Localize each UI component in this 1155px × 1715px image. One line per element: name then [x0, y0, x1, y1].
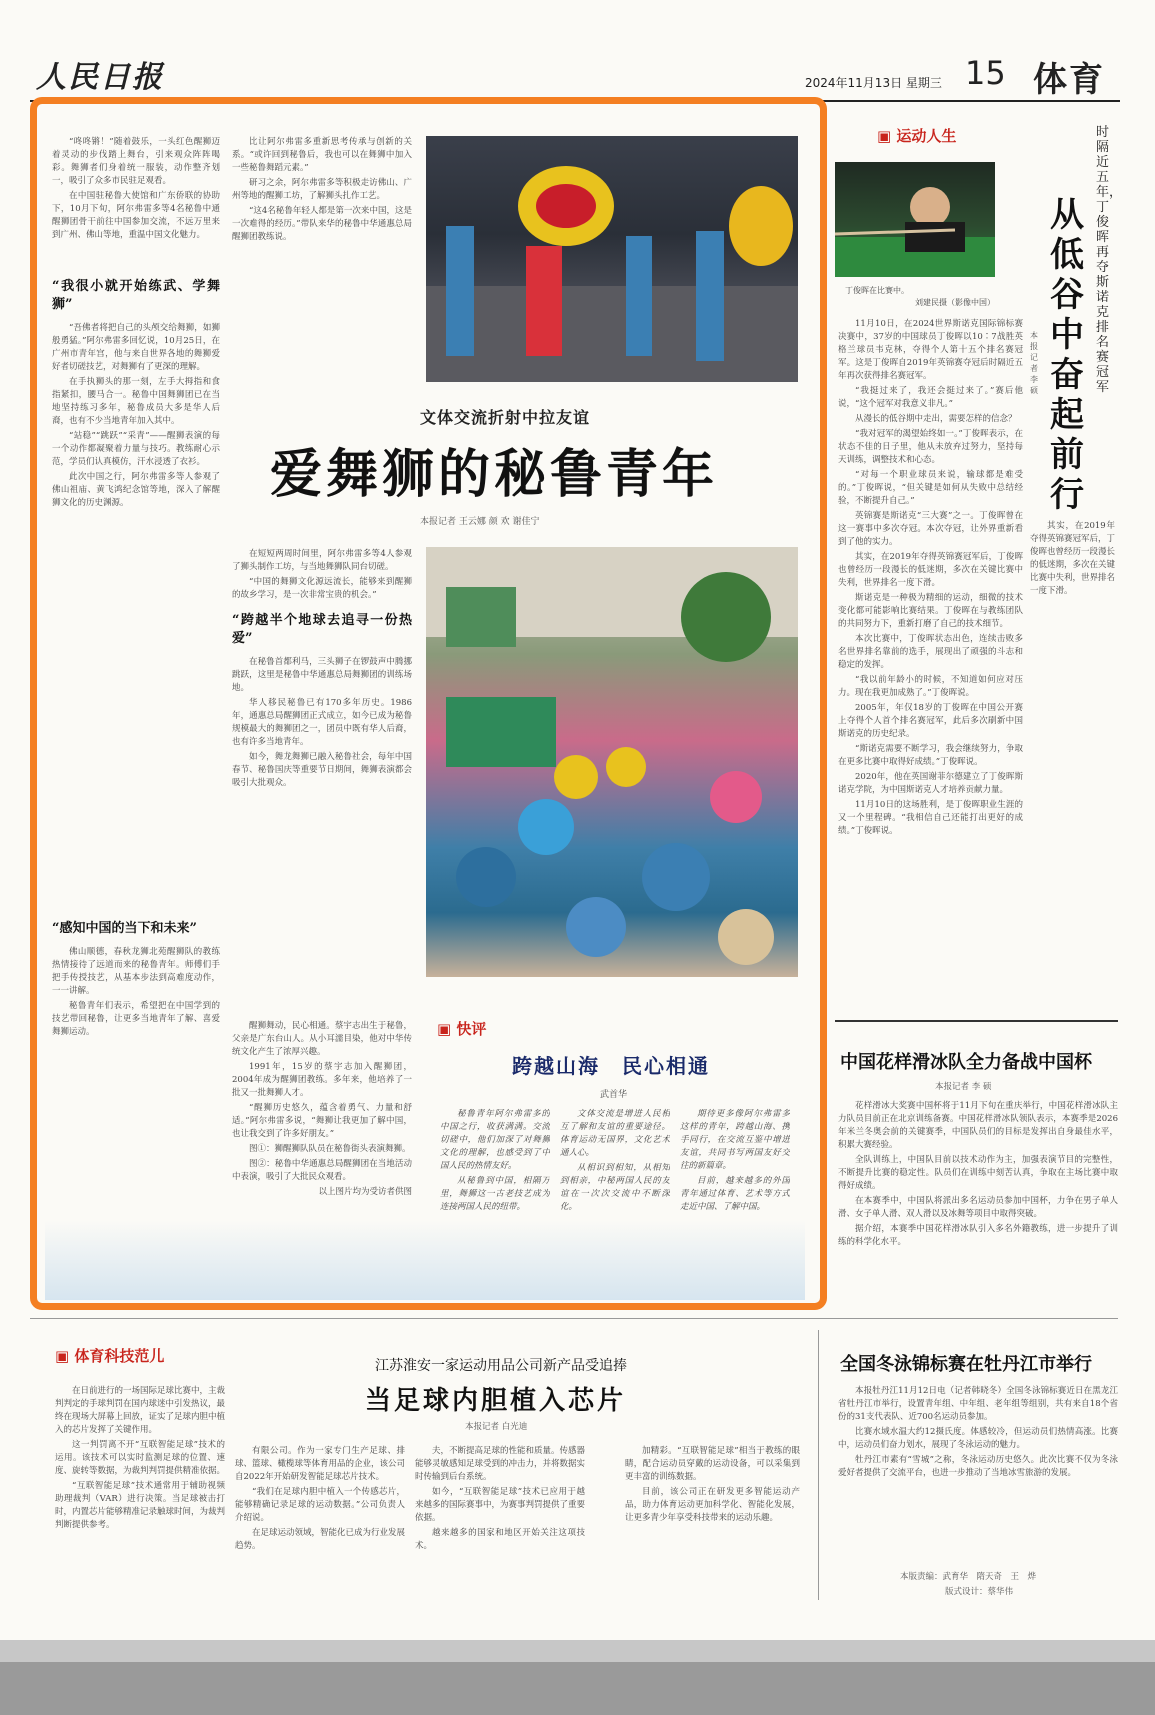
paragraph: 研习之余，阿尔弗雷多等积极走访佛山、广州等地的醒狮工坊，了解狮头扎作工艺。: [232, 178, 412, 201]
snooker-illustration: [835, 162, 995, 277]
paragraph: 夫，不断提高足球的性能和质量。传感器能够灵敏感知足球受到的冲击力，并将数据实时传输到后台系统。: [415, 1446, 585, 1482]
paragraph: 全队训练上，中国队目前以技术动作为主，加强表演节目的完整性，不断提升比赛的稳定性。队员们在训练中刻苦认真，争取在主场比赛中取得好成绩。: [838, 1155, 1118, 1191]
paragraph: 佛山顺德，春秋龙狮北苑醒狮队的教练热情接待了远道而来的秘鲁青年。师傅们手把手传授技艺，从基本步法到高难度动作，一一讲解。: [52, 947, 220, 996]
commentary-label: [437, 1018, 486, 1039]
football-col4: [625, 1445, 800, 1605]
winter-swim-body: [838, 1385, 1118, 1565]
paragraph: 在手执狮头的那一刻，左手大拇指和食指紧扣，腰马合一。秘鲁中国舞狮团已在当地坚持练习多年，秘鲁成员大多是华人后裔，也有不少当地青年加入其中。: [52, 377, 220, 426]
paragraph: 期待更多像阿尔弗雷多这样的青年，跨越山海、携手同行，在交流互鉴中增进友谊，共同书写两国友好交往的新篇章。: [680, 1109, 790, 1171]
paragraph: 在中国驻秘鲁大使馆和广东侨联的协助下，10月下旬，阿尔弗雷多等4名秘鲁中通醒狮团骨干前往中国参加交流，不远万里来到广州、佛山等地，重温中国文化魅力。: [52, 191, 220, 240]
paragraph: 从秘鲁到中国，相隔万里，舞狮这一古老技艺成为连接两国人民的纽带。: [440, 1176, 550, 1212]
football-byline: 本报记者 白光迪: [465, 1422, 528, 1432]
mountain-decoration: [45, 1220, 805, 1300]
lion-col2-top: [232, 136, 412, 386]
snooker-subtitle: 时隔近五年，丁俊晖再夺斯诺克排名赛冠军: [1096, 125, 1123, 395]
lion-headline: 爱舞狮的秘鲁青年: [270, 445, 719, 505]
snooker-body: [838, 318, 1023, 1008]
paragraph: 如今，舞龙舞狮已融入秘鲁社会，每年中国春节、秘鲁国庆等重要节日期间，舞狮表演都会吸引大批观众。: [232, 752, 412, 788]
paragraph: 在秘鲁首都利马，三头狮子在锣鼓声中腾挪跳跃，这里是秘鲁中华通惠总局舞狮团的训练场地。: [232, 657, 412, 693]
page-editors: 本版责编：武育华 隋天奇 王 烨: [900, 1572, 1037, 1582]
paragraph: 秘鲁青年们表示，希望把在中国学到的技艺带回秘鲁，让更多当地青年了解、喜爱舞狮运动。: [52, 1001, 220, 1037]
paragraph: 从相识到相知，从相知到相亲，中秘两国人民的友谊在一次次交流中不断深化。: [560, 1163, 670, 1212]
winter-swim-title: 全国冬泳锦标赛在牡丹江市举行: [840, 1354, 1092, 1375]
caption-text: 丁俊晖在比赛中。: [845, 286, 909, 295]
paragraph: “咚咚锵！”随着鼓乐，一头红色醒狮迈着灵动的步伐踏上舞台，引来观众阵阵喝彩。舞狮者们身着统一服装，动作整齐划一，吸引了众多市民驻足观看。: [52, 137, 220, 186]
paragraph: 越来越多的国家和地区开始关注这项技术。: [415, 1528, 585, 1551]
paragraph: 其实，在2019年夺得英锦赛冠军后，丁俊晖也曾经历一段漫长的低迷期，多次在关键比赛中失利，世界排名一度下滑。: [1030, 521, 1115, 596]
paragraph: 在日前进行的一场国际足球比赛中，主裁判判定的手球判罚在国内球迷中引发热议，最终在现场大屏幕上回放，证实了足球内胆中植入的芯片发挥了关键作用。: [55, 1386, 225, 1435]
commentary-byline: 武首华: [600, 1090, 628, 1100]
paragraph: “斯诺克需要不断学习，我会继续努力，争取在更多比赛中取得好成绩。”丁俊晖说。: [838, 744, 1023, 767]
paragraph: 比让阿尔弗雷多重新思考传承与创新的关系。“或许回到秘鲁后，我也可以在舞狮中加入一些秘鲁舞蹈元素。”: [232, 137, 412, 173]
viewer-bottom-band: [0, 1640, 1155, 1715]
paragraph: 2020年，他在英国谢菲尔德建立了丁俊晖斯诺克学院，为中国斯诺克人才培养贡献力量。: [838, 772, 1023, 795]
snooker-photo: [835, 162, 995, 277]
commentary-title: 跨越山海 民心相通: [512, 1054, 710, 1078]
caption-credit: 刘建民摄（影像中国）: [915, 298, 995, 307]
subhead-2: “跨越半个地球去追寻一份热爱”: [232, 613, 412, 646]
paragraph: “中国的舞狮文化源远流长，能够来到醒狮的故乡学习，是一次非常宝贵的机会。”: [232, 577, 412, 600]
paragraph: 在本赛季中，中国队将派出多名运动员参加中国杯，力争在男子单人滑、女子单人滑、双人滑以及冰舞等项目中取得突破。: [838, 1196, 1118, 1219]
paragraph: 如今，“互联智能足球”技术已应用于越来越多的国际赛事中，为赛事判罚提供了重要依据。: [415, 1487, 585, 1523]
paragraph: 文体交流是增进人民相互了解和友谊的重要途径。体育运动无国界，文化艺术通人心。: [560, 1109, 670, 1158]
sport-life-icon: ▣: [877, 127, 892, 145]
column-divider: [818, 1330, 819, 1600]
football-headline: 当足球内胆植入芯片: [365, 1386, 627, 1416]
paragraph: 斯诺克是一种极为精细的运动，细微的技术变化都可能影响比赛结果。丁俊晖在与教练团队的共同努力下，重新打磨了自己的技术细节。: [838, 593, 1023, 629]
crowd-illustration: [426, 547, 798, 977]
tech-label-text: 体育科技范儿: [74, 1347, 165, 1365]
commentary-label-text: 快评: [456, 1020, 487, 1038]
paragraph: 牡丹江市素有“雪城”之称，冬泳运动历史悠久。此次比赛不仅为冬泳爱好者提供了交流平台，也进一步推动了当地冰雪旅游的发展。: [838, 1455, 1118, 1478]
sport-life-label: [877, 125, 956, 146]
paragraph: “我挺过来了，我还会挺过来了。”赛后他说，“这个冠军对我意义非凡。”: [838, 386, 1023, 409]
paragraph: “我对冠军的渴望始终如一。”丁俊晖表示，在状态不佳的日子里，他从未放弃过努力，坚持每天训练，调整技术和心态。: [838, 429, 1023, 465]
paragraph: 在短短两周时间里，阿尔弗雷多等4人参观了狮头制作工坊，与当地舞狮队同台切磋。: [232, 549, 412, 572]
lion-byline: 本报记者 王云娜 颜 欢 谢佳宁: [420, 517, 540, 527]
paragraph: 本报牡丹江11月12日电（记者韩晓冬）全国冬泳锦标赛近日在黑龙江省牡丹江市举行，设置青年组、中年组、老年组等组别，共有来自18个省份的31支代表队、近700名运动员参加。: [838, 1386, 1118, 1422]
paragraph: “我以前年龄小的时候，不知道如何应对压力。现在我更加成熟了。”丁俊晖说。: [838, 675, 1023, 698]
masthead: [30, 52, 1120, 102]
commentary-icon: ▣: [437, 1020, 452, 1038]
subhead-1: “我很小就开始练武、学舞狮”: [52, 279, 220, 312]
paragraph: 1991年，15岁的蔡宇志加入醒狮团，2004年成为醒狮团教练。多年来，他培养了一批又一批舞狮人才。: [232, 1062, 412, 1098]
divider: [30, 1318, 1118, 1319]
paragraph: 此次中国之行，阿尔弗雷多等人参观了佛山祖庙、黄飞鸿纪念馆等地，深入了解醒狮文化的历史渊源。: [52, 472, 220, 508]
paragraph: “互联智能足球”技术通常用于辅助视频助理裁判（VAR）进行决策。当足球被击打时，内置芯片能够精准记录触球时间，为裁判判断提供参考。: [55, 1481, 225, 1530]
paragraph: “对每一个职业球员来说，输球都是难受的。”丁俊晖说，“但关键是如何从失败中总结经验，不断提升自己。”: [838, 470, 1023, 506]
photo-caption: 图②：秘鲁中华通惠总局醒狮团在当地活动中表演，吸引了大批民众观看。: [232, 1159, 412, 1182]
football-kicker: 江苏淮安一家运动用品公司新产品受追捧: [375, 1358, 627, 1374]
paragraph: 比赛水域水温大约12摄氏度。体感较冷，但运动员们热情高涨。比赛中，运动员们奋力划水，展现了冬泳运动的魅力。: [838, 1427, 1118, 1450]
paragraph: 有限公司。作为一家专门生产足球、排球、篮球、橄榄球等体育用品的企业，该公司自2022年开始研发智能足球芯片技术。: [235, 1446, 405, 1482]
page-number: 15: [965, 54, 1006, 92]
tech-label-icon: ▣: [55, 1347, 70, 1365]
paragraph: 其实，在2019年夺得英锦赛冠军后，丁俊晖也曾经历一段漫长的低迷期，多次在关键比赛中失利，世界排名一度下滑。: [838, 552, 1023, 588]
lion-dance-photo-1: [426, 136, 798, 382]
paragraph: 11月10日的这场胜利，是丁俊晖职业生涯的又一个里程碑。“我相信自己还能打出更好的成绩。”丁俊晖说。: [838, 800, 1023, 836]
paragraph: 目前，该公司正在研发更多智能运动产品，助力体育运动更加科学化、智能化发展，让更多青少年享受科技带来的运动乐趣。: [625, 1487, 800, 1523]
paragraph: 11月10日，在2024世界斯诺克国际锦标赛决赛中，37岁的中国球员丁俊晖以10∶7战胜英格兰球员韦克林，夺得个人第十五个排名赛冠军。这是丁俊晖自2019年英锦赛夺冠后时隔近五年再次获得排名赛冠军。: [838, 319, 1023, 381]
paragraph: 秘鲁青年阿尔弗雷多的中国之行，收获满满。交流切磋中，他们加深了对舞狮文化的理解，也感受到了中国人民的热情友好。: [440, 1109, 550, 1171]
figure-skating-title: 中国花样滑冰队全力备战中国杯: [840, 1052, 1092, 1073]
sport-life-label-text: 运动人生: [896, 127, 957, 145]
paragraph: “这4名秘鲁年轻人都是第一次来中国，这是一次难得的经历。”带队来华的秘鲁中华通惠总局醒狮团教练说。: [232, 206, 412, 242]
issue-date: 2024年11月13日 星期三: [805, 76, 942, 90]
snooker-byline: 本报记者 李 硕: [1030, 331, 1038, 395]
photo-credit: 以上图片均为受访者供图: [318, 1187, 412, 1197]
tech-label: [55, 1345, 164, 1366]
paragraph: 2005年，年仅18岁的丁俊晖在中国公开赛上夺得个人首个排名赛冠军，此后多次刷新中国斯诺克的历史纪录。: [838, 703, 1023, 739]
paragraph: 在足球运动领域，智能化已成为行业发展趋势。: [235, 1528, 405, 1551]
snooker-photo-caption: [845, 285, 995, 309]
paragraph: “吾佛者将把自己的头颅交给舞狮，如狮般勇猛。”阿尔弗雷多回忆说，10月25日，在广州市青年宫，他与来自世界各地的舞狮爱好者切磋技艺，对舞狮有了更深的理解。: [52, 323, 220, 372]
divider: [835, 1020, 1118, 1022]
paragraph: 华人移民秘鲁已有170多年历史。1986年，通惠总局醒狮团正式成立，如今已成为秘鲁规模最大的舞狮团之一，团员中既有华人后裔，也有许多当地青年。: [232, 698, 412, 747]
paragraph: 据介绍，本赛季中国花样滑冰队引入多名外籍教练，进一步提升了训练的科学化水平。: [838, 1224, 1118, 1247]
viewer-bottom-strip: [0, 1640, 1155, 1662]
lion-dance-illustration: [426, 136, 798, 382]
football-col1: [55, 1385, 225, 1605]
paragraph: “我们在足球内胆中植入一个传感芯片，能够精确记录足球的运动数据。”公司负责人介绍说。: [235, 1487, 405, 1523]
lion-col2-mid: [232, 548, 412, 1018]
snooker-body-right: [1030, 520, 1115, 1010]
section-title: 体育: [1033, 60, 1105, 100]
photo-caption: 图①：狮醒狮队队员在秘鲁街头表演舞狮。: [249, 1144, 411, 1154]
paragraph: 加精彩。“互联智能足球”相当于教练的眼睛，配合运动员穿戴的运动设备，可以采集到更丰富的训练数据。: [625, 1446, 800, 1482]
snooker-headline: 从低谷中奋起前行: [1050, 195, 1084, 515]
figure-skating-byline: 本报记者 李 硕: [935, 1082, 992, 1092]
paragraph: 这一判罚离不开“互联智能足球”技术的运用。该技术可以实时监测足球的位置、速度、旋转等数据，为裁判判罚提供精准依据。: [55, 1440, 225, 1476]
lion-kicker: 文体交流折射中拉友谊: [420, 408, 591, 427]
page-designer: 版式设计：蔡华伟: [945, 1587, 1014, 1597]
lion-dance-photo-2: [426, 547, 798, 977]
paragraph: 本次比赛中，丁俊晖状态出色，连续击败多名世界排名靠前的选手，展现出了顽强的斗志和稳定的发挥。: [838, 634, 1023, 670]
football-col3: [415, 1445, 585, 1605]
lion-col1-section1: [52, 268, 220, 588]
paragraph: “站稳”“跳跃”“采青”——醒狮表演的每一个动作都凝聚着力量与技巧。教练耐心示范，学员们认真模仿，汗水浸透了衣衫。: [52, 431, 220, 467]
newspaper-logo: 人民日报: [36, 60, 164, 95]
paragraph: 目前，越来越多的外国青年通过体育、艺术等方式走近中国、了解中国。: [680, 1176, 790, 1212]
paragraph: 醒狮舞动，民心相通。蔡宇志出生于秘鲁，父亲是广东台山人。从小耳濡目染，他对中华传统文化产生了浓厚兴趣。: [232, 1021, 412, 1057]
football-col2: [235, 1445, 405, 1605]
paragraph: “醒狮历史悠久，蕴含着勇气、力量和舒适。”阿尔弗雷多说，“舞狮让我更加了解中国，也让我交到了许多好朋友。”: [232, 1103, 412, 1139]
subhead-3: “感知中国的当下和未来”: [52, 921, 197, 936]
paragraph: 英锦赛是斯诺克“三大赛”之一。丁俊晖曾在这一赛事中多次夺冠。本次夺冠，让外界重新看到了他的实力。: [838, 511, 1023, 547]
paragraph: 花样滑冰大奖赛中国杯将于11月下旬在重庆举行，中国花样滑冰队主力队员目前正在北京训练备赛。中国花样滑冰队领队表示，本赛季是2026年米兰冬奥会前的关键赛季，中国队员们的目标是发挥出自身最佳水平，积累大赛经验。: [838, 1101, 1118, 1150]
lion-col1-intro: [52, 136, 220, 266]
paragraph: 从漫长的低谷期中走出，需要怎样的信念？: [855, 414, 1017, 424]
figure-skating-body: [838, 1100, 1118, 1300]
